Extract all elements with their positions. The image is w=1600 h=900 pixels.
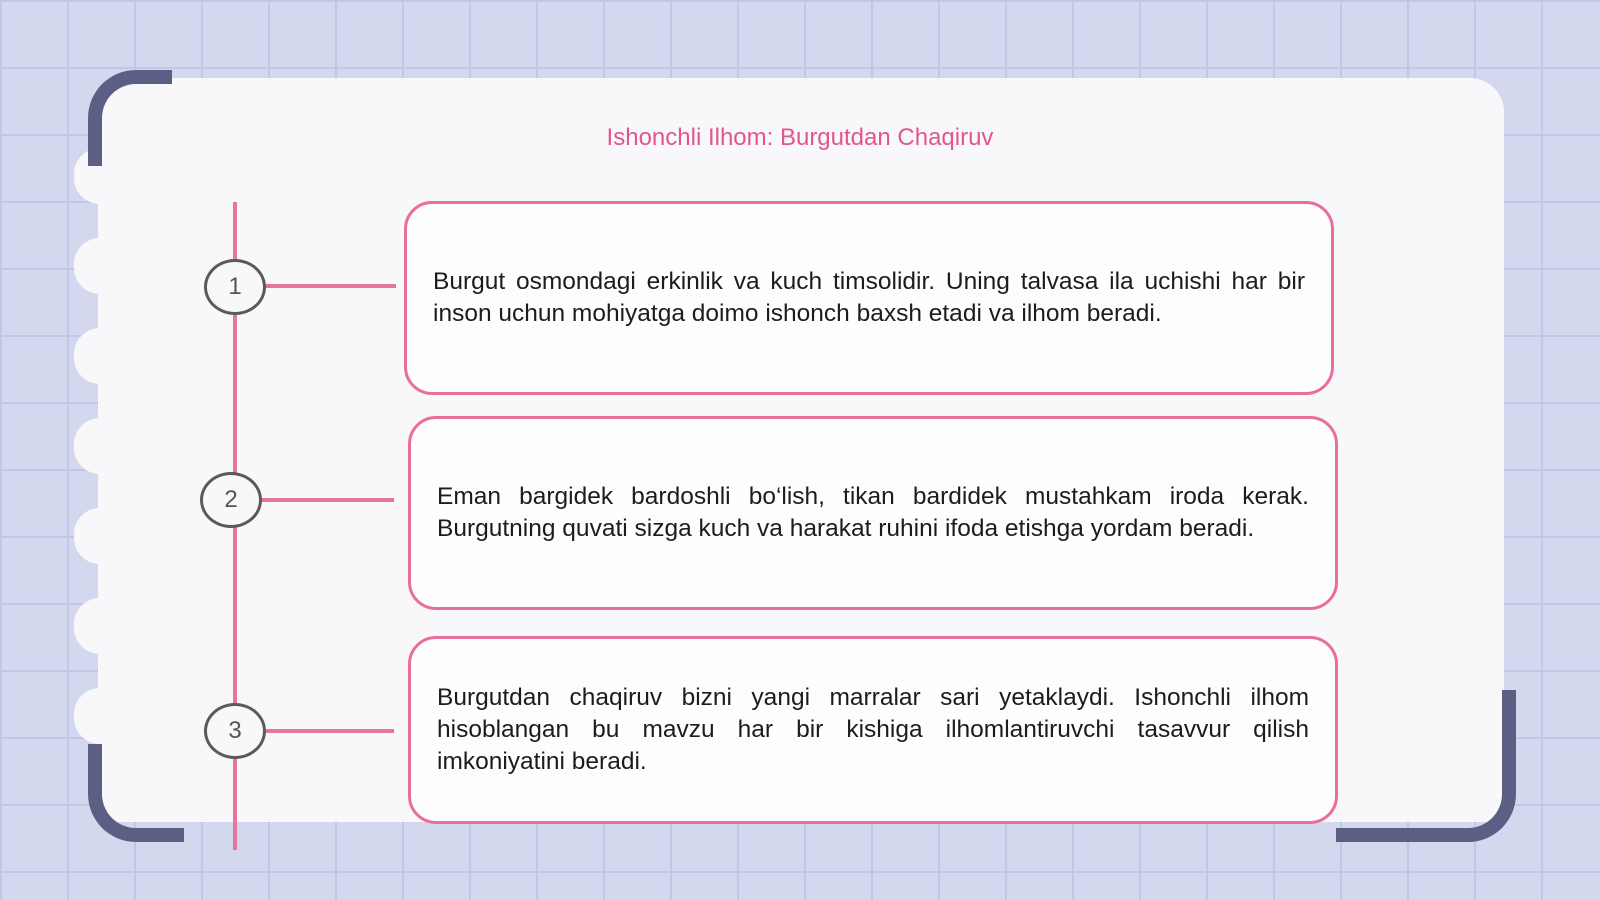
connector-1 <box>266 284 396 288</box>
page-title: Ishonchli Ilhom: Burgutdan Chaqiruv <box>606 124 994 151</box>
step-card-1 <box>404 201 1334 395</box>
step-text-2: Eman bargidek bardoshli bo‘lish, tikan bardidek mustahkam iroda kerak. Burgutning quvati sizga kuch va harakat ruhini ifoda etishga yordam beradi. <box>437 483 1309 542</box>
step-card-2 <box>408 416 1338 610</box>
step-card-3 <box>408 636 1338 824</box>
step-text-3: Burgutdan chaqiruv bizni yangi marralar sari yetaklaydi. Ishonchli ilhom hisoblangan bu mavzu har bir kishiga ilhomlantiruvchi tasavvur qilish imkoniyatini beradi. <box>437 684 1309 775</box>
corner-bracket-bottom-right <box>1336 690 1516 842</box>
step-text-1: Burgut osmondagi erkinlik va kuch timsolidir. Uning talvasa ila uchishi har bir inson uchun mohiyatga doimo ishonch baxsh etadi va ilhom beradi. <box>433 268 1305 327</box>
connector-3 <box>266 729 394 733</box>
step-number-3: 3 <box>204 703 266 759</box>
corner-bracket-bottom-left <box>88 744 184 842</box>
notebook-edge <box>74 148 126 748</box>
step-number-1: 1 <box>204 259 266 315</box>
step-number-2: 2 <box>200 472 262 528</box>
connector-2 <box>262 498 394 502</box>
